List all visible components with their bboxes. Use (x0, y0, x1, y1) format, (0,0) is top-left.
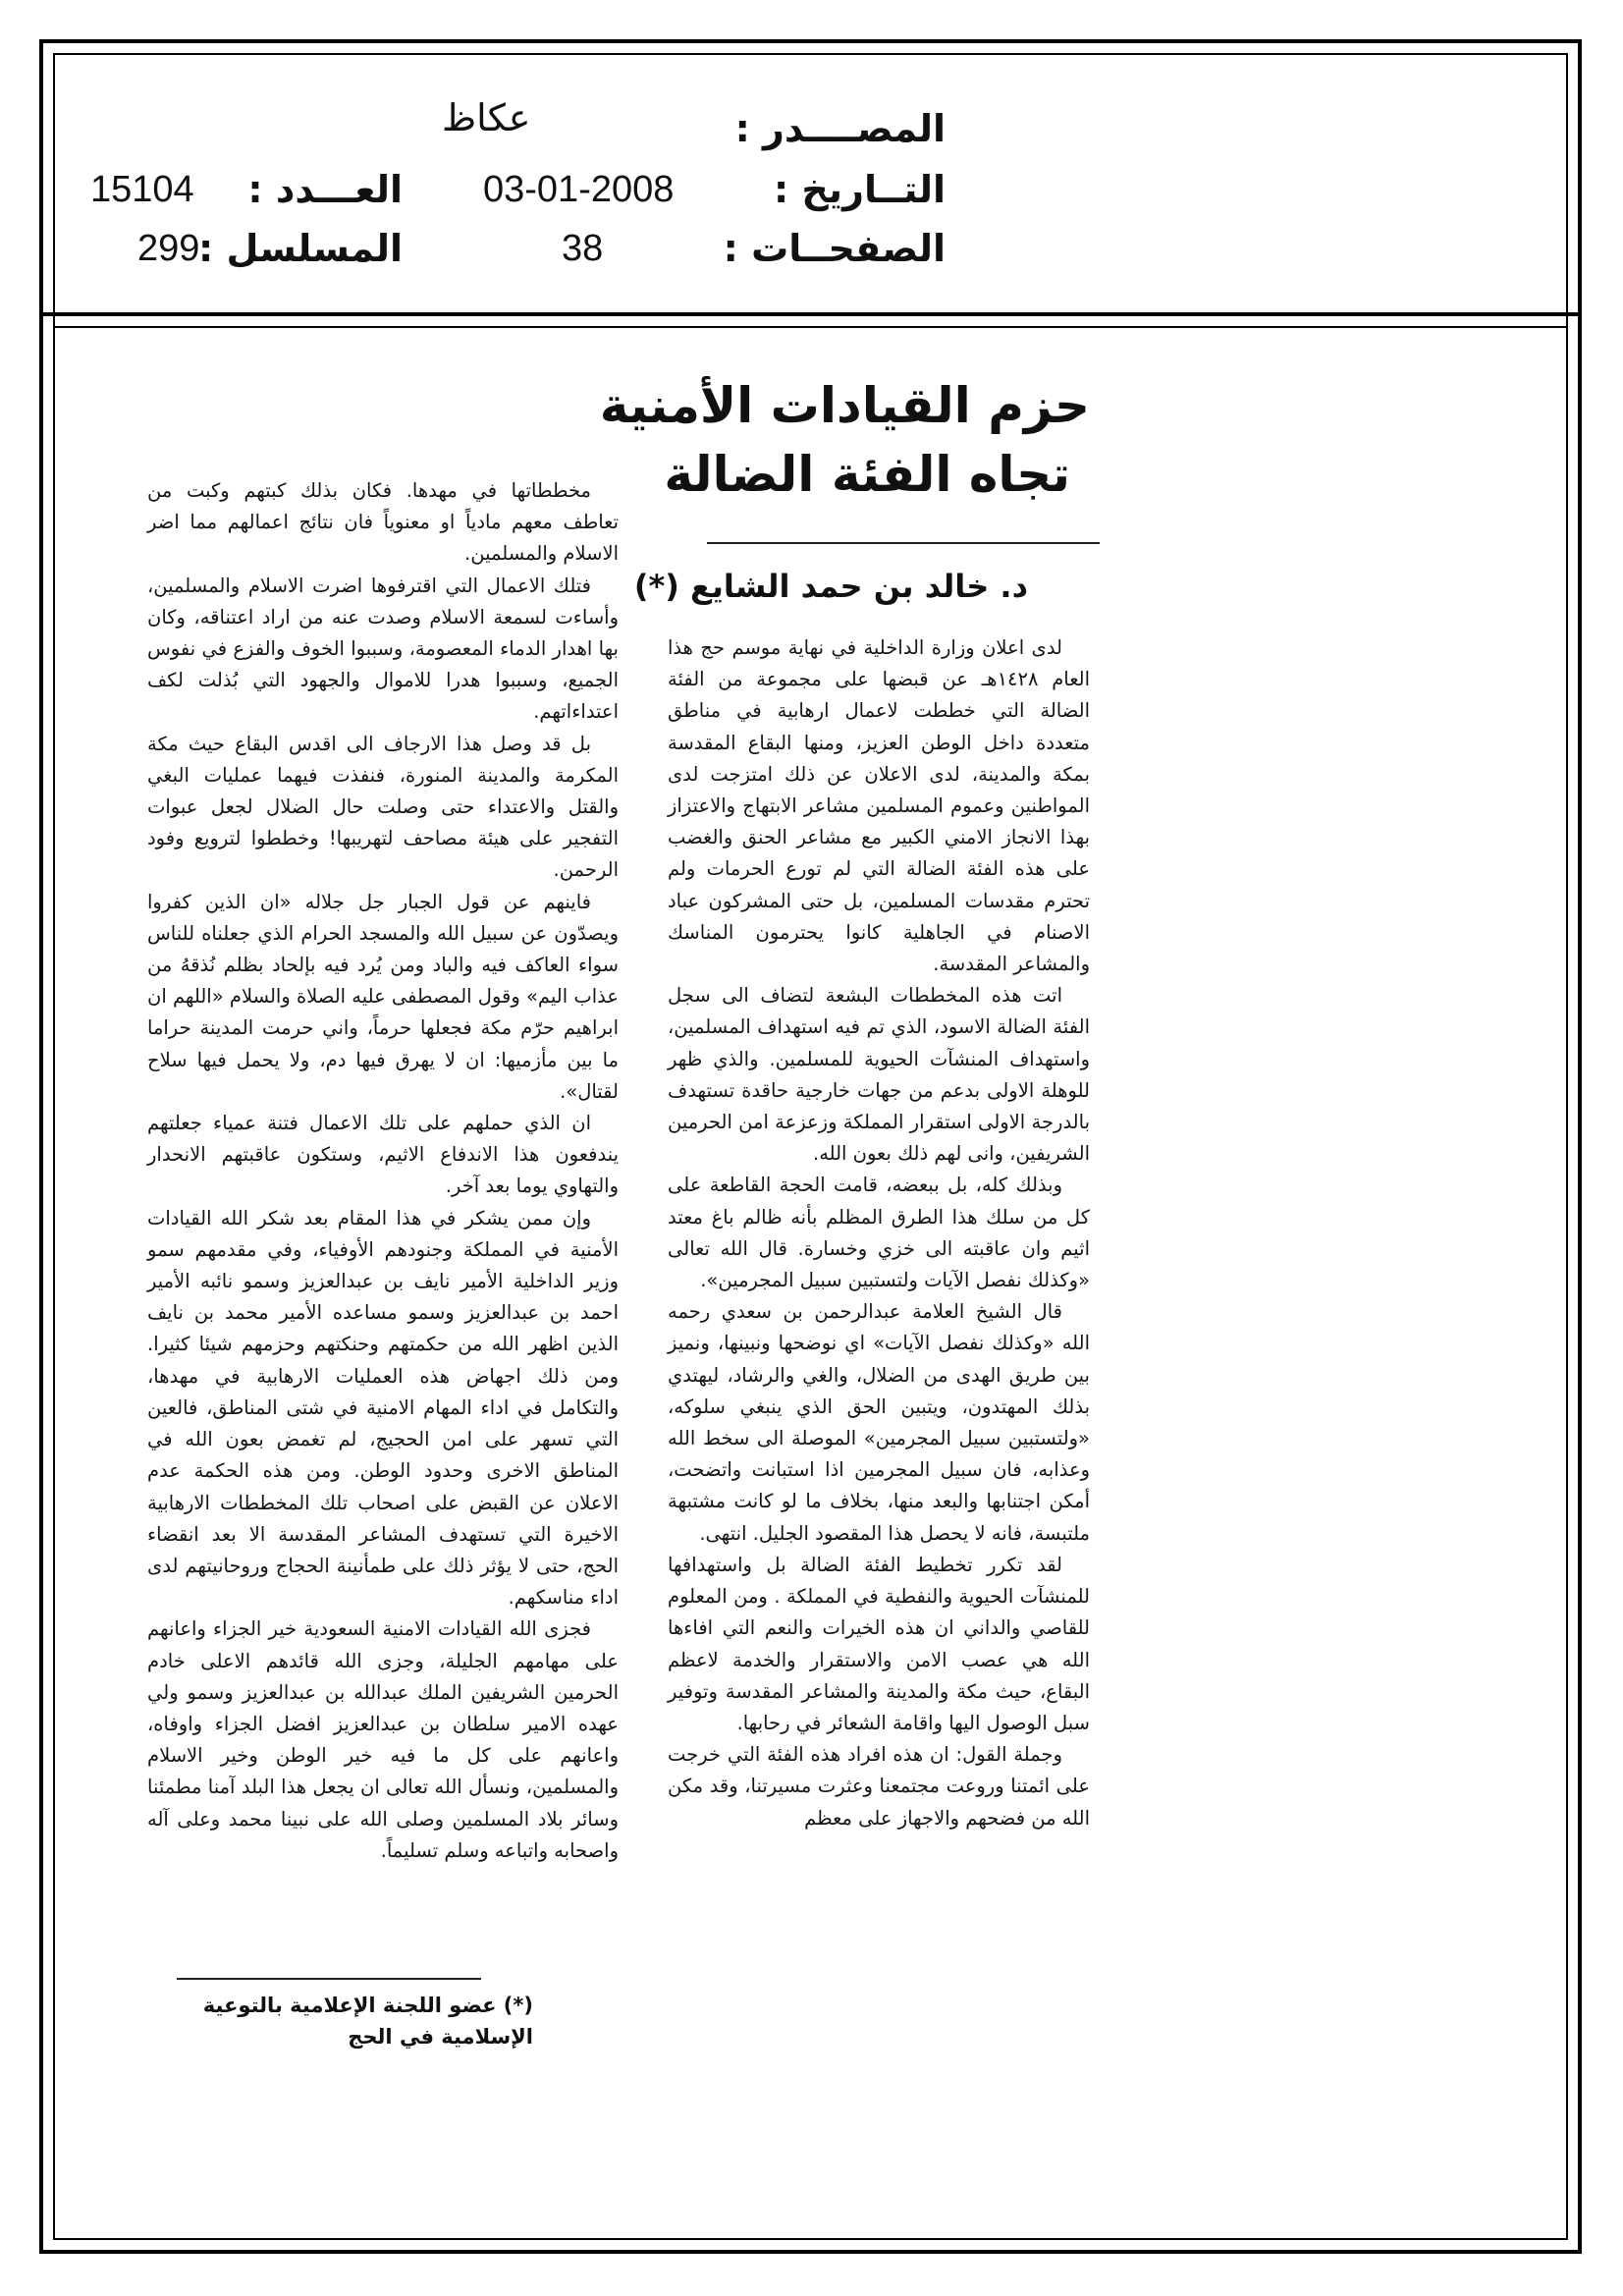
article-paragraph: وإن ممن يشكر في هذا المقام بعد شكر الله القيادات الأمنية في المملكة وجنودهم الأوفياء، وفي مقدمهم سمو وزير الداخلية الأمير نايف بن عبدالعزيز وسمو نائبه الأمير احمد بن عبدالعزيز وسمو مساعده الأمير محمد بن نايف الذين اظهر الله من حكمتهم وحنكتهم وحزمهم شيئا كثيرا. ومن ذلك اجهاض هذه العمليات الارهابية في مهدها، والتكامل في اداء المهام الامنية في شتى المناطق، فالعين التي تسهر على امن الحجيج، لم تغمض بعون الله في المناطق الاخرى وحدود الوطن. ومن هذه الحكمة عدم الاعلان عن القبض على اصحاب تلك المخططات الارهابية الاخيرة التي تستهدف المشاعر المقدسة الا بعد انقضاء الحج، حتى لا يؤثر ذلك على طمأنينة الحجاج وروحانيتهم لدى اداء مناسكهم. (147, 1206, 619, 1610)
article-paragraph: لقد تكرر تخطيط الفئة الضالة بل واستهدافها للمنشآت الحيوية والنفطية في المملكة . ومن المعلوم للقاصي والداني ان هذه الخيرات والنعم التي افاءها الله هي عصب الامن والاستقرار والخدمة لاعظم البقاع، حيث مكة والمدينة والمشاعر المقدسة وتوفير سبل الوصول اليها واقامة الشعائر في رحابها. (668, 1553, 1090, 1734)
source-value: عكاظ (442, 98, 531, 139)
header-divider (41, 312, 1580, 316)
issue-value: 15104 (90, 169, 194, 210)
title-rule (707, 542, 1100, 544)
article-paragraph: لدى اعلان وزارة الداخلية في نهاية موسم حج هذا العام ١٤٢٨هـ عن قبضها على مجموعة من الفئة الضالة التي خططت لاعمال ارهابية في مناطق متعددة داخل الوطن العزيز، ومنها البقاع المقدسة بمكة والمدينة، لدى الاعلان عن ذلك امتزجت لدى المواطنين وعموم المسلمين مشاعر الابتهاج والاعتزاز بهذا الانجاز الامني الكبير مع مشاعر الحنق والغضب على هذه الفئة الضالة التي لم تورع الحرمات ولم تحترم مقدسات المسلمين، بل حتى المشركون عباد الاصنام في الجاهلية كانوا يحترمون المناسك والمشاعر المقدسة. (668, 636, 1090, 976)
footnote-rule (177, 1978, 481, 1980)
date-value: 03-01-2008 (483, 169, 675, 210)
pages-label: الصفحــات : (723, 227, 946, 270)
article-column-right (668, 632, 1090, 1834)
article-paragraph: اتت هذه المخططات البشعة لتضاف الى سجل الفئة الضالة الاسود، الذي تم فيه استهداف المسلمين، واستهداف المنشآت الحيوية للمسلمين. والذي ظهر للوهلة الاولى بدعم من جهات خارجية حاقدة تستهدف بالدرجة الاولى استقرار المملكة وزعزعة امن الحرمين الشريفين، وانى لهم ذلك بعون الله. (668, 984, 1090, 1166)
article-paragraph: فجزى الله القيادات الامنية السعودية خير الجزاء واعانهم على مهامهم الجليلة، وجزى الله قائدهم الاعلى خادم الحرمين الشريفين الملك عبدالله بن عبدالعزيز وسمو ولي عهده الامير سلطان بن عبدالعزيز افضل الجزاء واوفاه، واعانهم على كل ما فيه خير الوطن وخير الاسلام والمسلمين، ونسأل الله تعالى ان يجعل هذا البلد آمنا مطمئنا وسائر بلاد المسلمين وصلى الله على نبينا محمد وعلى آله واصحابه واتباعه وسلم تسليماً. (147, 1617, 619, 1862)
serial-label: المسلسل : (198, 227, 403, 270)
article-paragraph: ان الذي حملهم على تلك الاعمال فتنة عمياء جعلتهم يندفعون هذا الاندفاع الاثيم، وستكون عاقبتهم الانحدار والتهاوي يوما بعد آخر. (147, 1112, 619, 1198)
issue-label: العـــدد : (247, 168, 403, 211)
article-title-line2: تجاه الفئة الضالة (664, 446, 1070, 503)
article-paragraph: مخططاتها في مهدها. فكان بذلك كبتهم وكبت من تعاطف معهم مادياً او معنوياً فان نتائج اعمالهم مما اضر الاسلام والمسلمين. (147, 479, 619, 566)
article-paragraph: بل قد وصل هذا الارجاف الى اقدس البقاع حيث مكة المكرمة والمدينة المنورة، فنفذت فيهما عمليات البغي والقتل والاعتداء حتى وصلت حال الضلال لجعل عبوات التفجير على هيئة مصاحف لتهريبها! وخططوا لترويع وفود الرحمن. (147, 732, 619, 882)
header-divider-inner (53, 326, 1568, 328)
article-title-line1: حزم القيادات الأمنية (599, 377, 1090, 434)
article-paragraph: قال الشيخ العلامة عبدالرحمن بن سعدي رحمه الله «وكذلك نفصل الآيات» اي نوضحها ونبينها، ونميز بين طريق الهدى من الضلال، والغي والرشاد، ليهتدي بذلك المهتدون، ويتبين الحق الذي ينبغي سلوكه، «ولتستبين سبيل المجرمين» الموصلة الى سخط الله وعذابه، فان سبيل المجرمين اذا استبانت واتضحت، أمكن اجتنابها والبعد منها، بخلاف ما لو كانت مشتبهة ملتبسة، فانه لا يحصل هذا المقصود الجليل. انتهى. (668, 1300, 1090, 1545)
article-paragraph: وبذلك كله، بل ببعضه، قامت الحجة القاطعة على كل من سلك هذا الطرق المظلم بأنه ظالم باغ معتد اثيم وان عاقبته الى خزي وخسارة. قال الله تعالى «وكذلك نفصل الآيات ولتستبين سبيل المجرمين». (668, 1174, 1090, 1292)
article-column-left (147, 475, 619, 1867)
pages-value: 38 (562, 228, 604, 269)
source-label: المصــــدر : (734, 107, 946, 150)
footnote-line2: الإسلامية في الحج (348, 2025, 533, 2049)
serial-value: 299 (137, 228, 200, 269)
article-paragraph: فاينهم عن قول الجبار جل جلاله «ان الذين كفروا ويصدّون عن سبيل الله والمسجد الحرام الذي جعلناه للناس سواء العاكف فيه والباد ومن يُرد فيه بإلحاد بظلم نُذقهُ من عذاب اليم» وقول المصطفى عليه الصلاة والسلام «اللهم ان ابراهيم حرّم مكة فجعلها حرماً، واني حرمت المدينة حراما ما بين مأزميها: ان لا يهرق فيها دم، ولا يحمل فيها سلاح لقتال». (147, 890, 619, 1103)
date-label: التــاريخ : (773, 168, 946, 211)
article-paragraph: فتلك الاعمال التي اقترفوها اضرت الاسلام والمسلمين، وأساءت لسمعة الاسلام وصدت عنه من اراد اعتناقه، وكان بها اهدار الدماء المعصومة، وسببوا الخوف والفزع في نفوس الجميع، وسببوا هدرا للاموال والجهود التي بُذلت لكف اعتداءاتهم. (147, 574, 619, 724)
article-paragraph: وجملة القول: ان هذه افراد هذه الفئة التي خرجت على ائمتنا وروعت مجتمعنا وعثرت مسيرتنا، وقد مكن الله من فضحهم والاجهاز على معظم (668, 1743, 1090, 1830)
author-byline: د. خالد بن حمد الشايع (*) (633, 568, 1028, 605)
footnote-line1: (*) عضو اللجنة الإعلامية بالتوعية (202, 1994, 533, 2017)
